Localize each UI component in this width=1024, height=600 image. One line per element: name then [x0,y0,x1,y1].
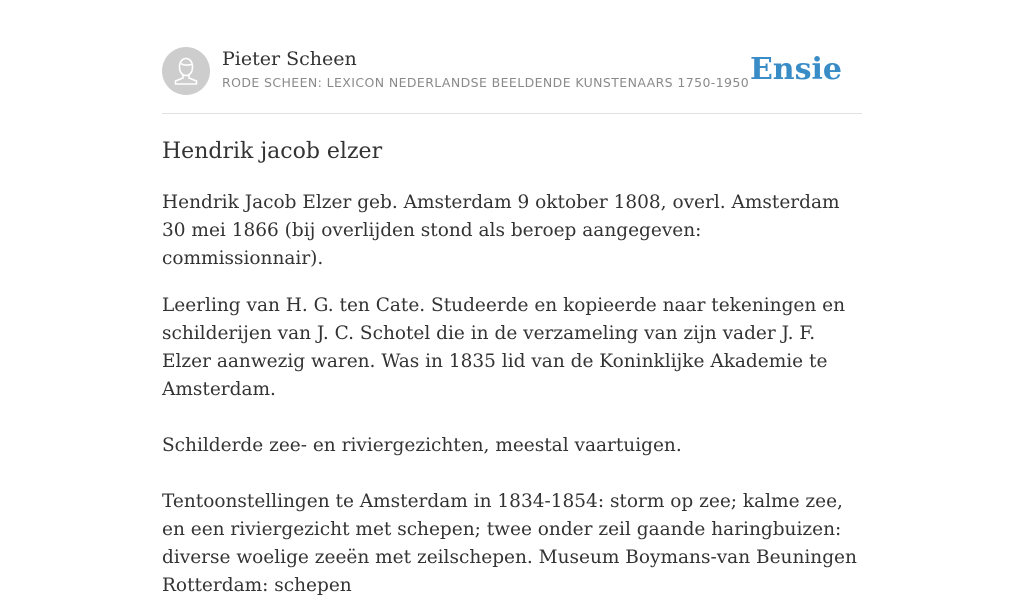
paragraph-break [162,404,862,432]
article-title: Hendrik jacob elzer [162,139,383,164]
article-header [162,47,862,113]
header-divider [162,113,862,114]
source-title[interactable]: RODE SCHEEN: LEXICON NEDERLANDSE BEELDENDE KUNSTENAARS 1750-1950 [222,75,750,90]
article-body [162,136,862,600]
article-paragraph: Schilderde zee- en riviergezichten, meestal vaartuigen. [162,435,682,456]
article-paragraph: Leerling van H. G. ten Cate. Studeerde en kopieerde naar tekeningen en schilderijen van J. C. Schotel die in de verzameling van zijn vader J. F. Elzer aanwezig waren. Was in 1835 lid van de Koninklijke Akademie te Amsterdam. [162,295,846,400]
user-icon [162,47,210,95]
paragraph-break [162,460,862,488]
author-name[interactable]: Pieter Scheen [222,48,357,70]
article-paragraph: Hendrik Jacob Elzer geb. Amsterdam 9 oktober 1808, overl. Amsterdam 30 mei 1866 (bij overlijden stond als beroep aangegeven: commissionnair). [162,192,840,269]
ensie-logo[interactable]: Ensie [749,52,842,87]
author-avatar[interactable] [162,47,210,95]
article-paragraph: Tentoonstellingen te Amsterdam in 1834-1854: storm op zee; kalme zee, en een riviergezicht met schepen; twee onder zeil gaande haringbuizen: diverse woelige zeeën met zeilschepen. Museum Boymans-van Beuningen Rotterdam: schepen [162,491,857,596]
